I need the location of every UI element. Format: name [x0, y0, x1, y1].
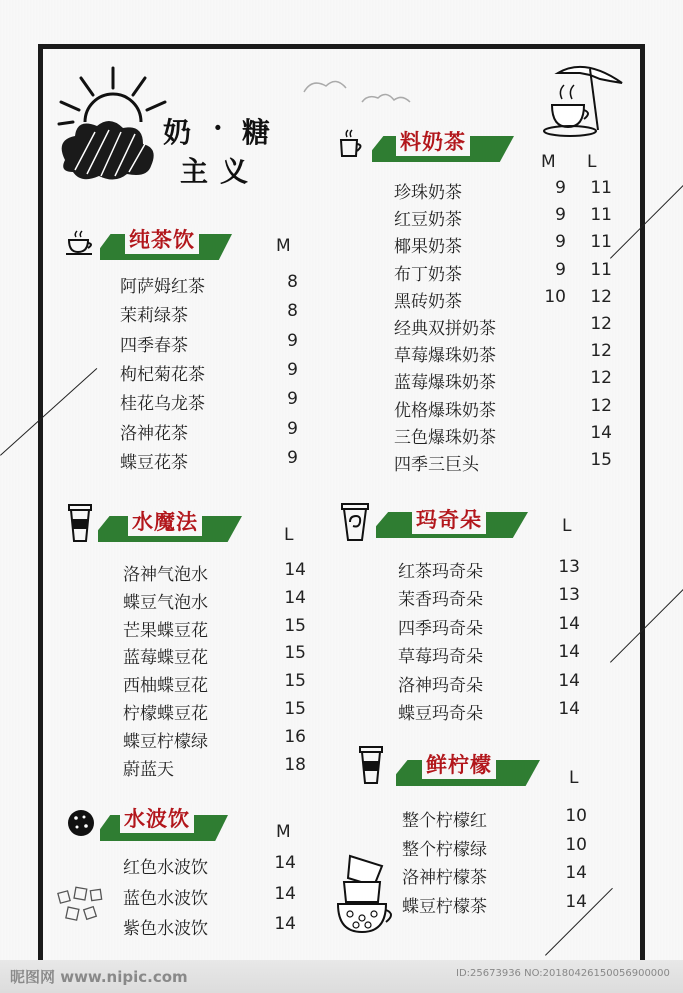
menu-item-name: 四季春茶 [120, 335, 188, 356]
menu-item-price-l: 10 [565, 806, 587, 826]
menu-item-name: 蓝色水波饮 [123, 888, 208, 909]
menu-item-name: 蝶豆气泡水 [123, 592, 208, 613]
menu-item-price-l: 14 [565, 891, 587, 912]
menu-item-name: 四季玛奇朵 [398, 618, 483, 639]
menu-item-name: 红色水波饮 [123, 858, 208, 878]
menu-item-name: 优格爆珠奶茶 [394, 400, 496, 421]
menu-item-price-l: 14 [558, 642, 580, 663]
menu-item-name: 四季三巨头 [394, 455, 479, 475]
menu-item-name: 洛神柠檬茶 [402, 868, 487, 888]
menu-item-price-l: 15 [284, 643, 306, 664]
menu-item-name: 草莓爆珠奶茶 [394, 346, 496, 367]
size-header-l: L [562, 516, 572, 536]
menu-item-price-l: 14 [284, 560, 306, 580]
menu-item-name: 经典双拼奶茶 [394, 319, 496, 339]
section-title-xianningmeng: 鲜柠檬 [422, 749, 496, 779]
menu-item-name: 椰果奶茶 [394, 237, 462, 258]
menu-item-name: 阿萨姆红茶 [120, 277, 205, 297]
menu-item-name: 蝶豆柠檬绿 [123, 731, 208, 752]
ice-cubes-icon [55, 884, 107, 928]
section-title-chuncha: 纯茶饮 [125, 224, 199, 254]
menu-item-price-m: 10 [544, 286, 566, 307]
menu-item-price-m: 8 [287, 301, 298, 322]
menu-item-name: 草莓玛奇朵 [398, 647, 483, 668]
menu-item-name: 枸杞菊花茶 [120, 364, 205, 385]
title-separator: · [213, 111, 223, 144]
title-char: 主 [180, 155, 209, 188]
menu-item-name: 洛神气泡水 [123, 565, 208, 585]
section-title-maqiduo: 玛奇朵 [412, 504, 486, 534]
menu-item-price-m: 9 [555, 205, 566, 226]
menu-item-name: 整个柠檬绿 [402, 839, 487, 860]
watermark-right: ID:25673936 NO:20180426150056900000 [456, 968, 670, 979]
menu-item-price-l: 14 [558, 613, 580, 634]
menu-item-name: 红豆奶茶 [394, 210, 462, 231]
title-char: 义 [220, 155, 249, 188]
menu-item-price-l: 11 [590, 178, 612, 198]
menu-item-name: 洛神玛奇朵 [398, 675, 483, 696]
menu-item-name: 西柚蝶豆花 [123, 676, 208, 697]
menu-item-price-l: 13 [558, 585, 580, 606]
menu-item-price-m: 14 [274, 883, 296, 904]
coffee-mug-icon [338, 128, 366, 160]
menu-item-price-m: 9 [287, 418, 298, 439]
menu-item-price-m: 9 [555, 232, 566, 253]
menu-item-price-m: 9 [287, 330, 298, 351]
size-header-l: L [569, 768, 579, 788]
menu-item-name: 芒果蝶豆花 [123, 620, 208, 641]
menu-item-name: 蓝莓爆珠奶茶 [394, 373, 496, 394]
menu-item-price-l: 14 [558, 699, 580, 719]
menu-item-price-l: 16 [284, 726, 306, 747]
menu-item-price-l: 11 [590, 259, 612, 280]
cloud-doodle-icon [302, 72, 432, 112]
menu-item-price-m: 8 [287, 272, 298, 292]
menu-item-price-l: 14 [565, 863, 587, 883]
swirl-cup-icon [340, 502, 370, 542]
menu-item-price-l: 13 [558, 557, 580, 577]
menu-item-price-m: 9 [555, 178, 566, 198]
menu-item-price-l: 11 [590, 205, 612, 226]
title-char: 糖 [242, 116, 271, 149]
menu-item-price-l: 10 [565, 834, 587, 855]
size-header-m: M [276, 236, 291, 256]
menu-item-price-l: 15 [284, 671, 306, 692]
size-header-l: L [284, 525, 294, 545]
menu-item-price-m: 9 [287, 389, 298, 410]
menu-item-price-m: 14 [274, 914, 296, 934]
menu-item-price-l: 14 [558, 670, 580, 691]
sun-cloud-icon [55, 60, 170, 190]
menu-item-price-l: 18 [284, 754, 306, 775]
menu-item-name: 黑砖奶茶 [394, 291, 462, 312]
menu-item-name: 蝶豆玛奇朵 [398, 704, 483, 724]
stacked-cups-icon [330, 852, 400, 937]
menu-item-name: 紫色水波饮 [123, 919, 208, 939]
menu-item-name: 洛神花茶 [120, 423, 188, 444]
section-title-shuibo: 水波饮 [120, 803, 194, 833]
size-header-l: L [587, 152, 597, 172]
menu-item-name: 红茶玛奇朵 [398, 562, 483, 582]
watermark-left: 昵图网 www.nipic.com [10, 968, 188, 986]
section-title-shuimofa: 水魔法 [128, 506, 202, 536]
menu-item-name: 珍珠奶茶 [394, 183, 462, 203]
takeaway-cup-icon [67, 503, 93, 543]
menu-item-name: 蔚蓝天 [123, 759, 174, 780]
menu-item-name: 蓝莓蝶豆花 [123, 648, 208, 669]
menu-item-price-l: 12 [590, 286, 612, 307]
menu-item-price-l: 14 [590, 422, 612, 443]
cookie-icon [66, 808, 96, 838]
title-char: 奶 [163, 116, 192, 149]
takeaway-cup-icon [358, 745, 384, 785]
size-header-m: M [276, 822, 291, 842]
menu-item-name: 茉香玛奇朵 [398, 590, 483, 611]
menu-item-name: 蝶豆花茶 [120, 452, 188, 473]
menu-item-price-l: 12 [590, 368, 612, 389]
menu-item-name: 三色爆珠奶茶 [394, 427, 496, 448]
menu-item-price-l: 12 [590, 314, 612, 334]
menu-item-name: 布丁奶茶 [394, 264, 462, 285]
menu-item-price-l: 15 [284, 615, 306, 636]
menu-item-price-l: 15 [590, 450, 612, 470]
menu-item-price-m: 9 [287, 447, 298, 468]
menu-item-price-l: 12 [590, 341, 612, 362]
menu-item-price-l: 15 [284, 699, 306, 719]
menu-item-price-m: 9 [555, 259, 566, 280]
menu-item-price-l: 11 [590, 232, 612, 253]
menu-item-name: 柠檬蝶豆花 [123, 704, 208, 724]
menu-item-name: 桂花乌龙茶 [120, 394, 205, 415]
menu-item-name: 蝶豆柠檬茶 [402, 896, 487, 917]
teacup-icon [66, 230, 96, 256]
section-title-liaonaicha: 料奶茶 [396, 126, 470, 156]
menu-item-price-m: 14 [274, 853, 296, 873]
menu-item-name: 茉莉绿茶 [120, 306, 188, 327]
menu-item-price-m: 9 [287, 359, 298, 380]
umbrella-cup-icon [540, 55, 630, 140]
menu-item-price-l: 14 [284, 587, 306, 608]
menu-item-price-l: 12 [590, 395, 612, 416]
menu-item-name: 整个柠檬红 [402, 811, 487, 831]
size-header-m: M [541, 152, 556, 172]
